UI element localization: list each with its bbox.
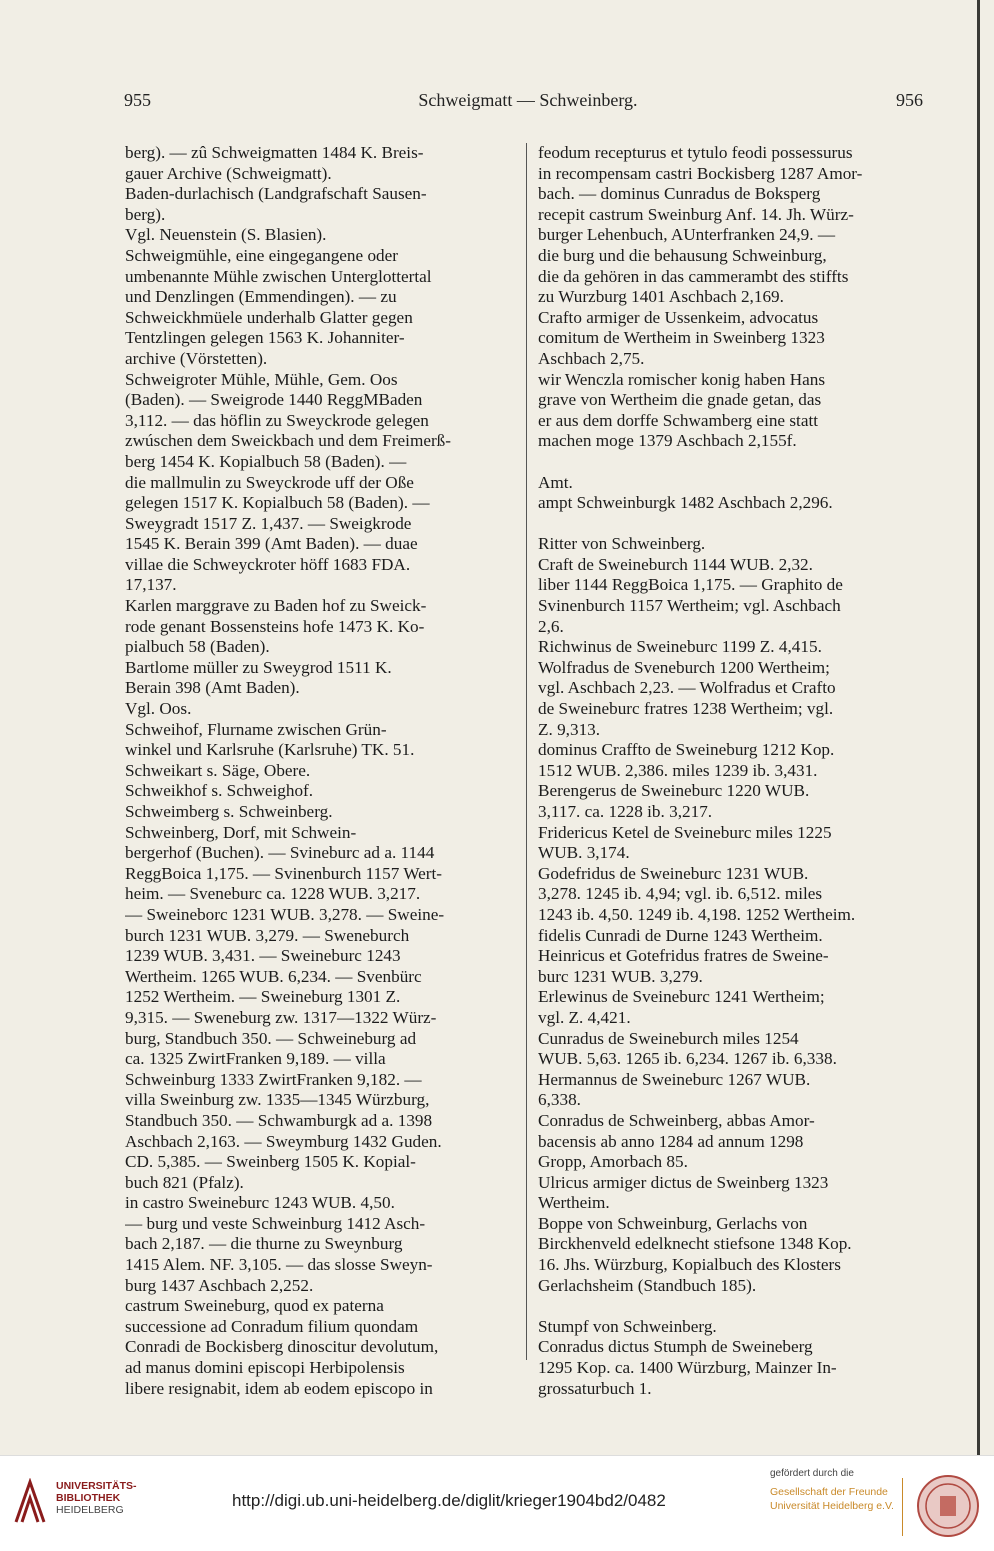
- text-line: burg 1437 Aschbach 2,252.: [125, 1275, 314, 1295]
- text-line: buch 821 (Pfalz).: [125, 1172, 244, 1192]
- text-line: ampt Schweinburgk 1482 Aschbach 2,296.: [538, 493, 833, 513]
- library-name-line3: HEIDELBERG: [56, 1504, 124, 1516]
- text-line: Schweikhof s. Schweighof.: [125, 781, 314, 801]
- text-line: Wolfradus de Sveneburch 1200 Wertheim;: [538, 657, 830, 677]
- text-line: 1243 ib. 4,50. 1249 ib. 4,198. 1252 Wertheim.: [538, 904, 856, 924]
- library-name-line2: BIBLIOTHEK: [56, 1492, 121, 1504]
- text-line: vgl. Aschbach 2,23. — Wolfradus et Crafto: [538, 678, 836, 698]
- text-line: die burg und die behausung Schweinburg,: [538, 245, 827, 265]
- text-line: winkel und Karlsruhe (Karlsruhe) TK. 51.: [125, 740, 415, 760]
- text-line: gelegen 1517 K. Kopialbuch 58 (Baden). —: [125, 493, 430, 513]
- text-line: Bartlome müller zu Sweygrod 1511 K.: [125, 657, 392, 677]
- text-line: die mallmulin zu Sweyckrode uff der Oße: [125, 472, 414, 492]
- text-line: [538, 452, 926, 473]
- text-line: (Baden). — Sweigrode 1440 ReggMBaden: [125, 390, 423, 410]
- text-line: Vgl. Neuenstein (S. Blasien).: [125, 225, 327, 245]
- footer-separator: [902, 1478, 903, 1536]
- text-line: WUB. 3,174.: [538, 843, 630, 863]
- text-line: bach. — dominus Cunradus de Boksperg: [538, 184, 821, 204]
- text-line: grossaturbuch 1.: [538, 1378, 652, 1398]
- text-line: 16. Jhs. Würzburg, Kopialbuch des Klosters: [538, 1255, 841, 1275]
- text-line: castrum Sweineburg, quod ex paterna: [125, 1296, 384, 1316]
- text-line: Amt.: [538, 472, 573, 492]
- text-line: Berengerus de Sweineburc 1220 WUB.: [538, 781, 810, 801]
- text-line: Aschbach 2,163. — Sweymburg 1432 Guden.: [125, 1131, 442, 1151]
- permalink-url[interactable]: http://digi.ub.uni-heidelberg.de/diglit/krieger1904bd2/0482: [232, 1491, 666, 1510]
- society-name-line2: Universität Heidelberg e.V.: [770, 1500, 894, 1512]
- page-number-left: 955: [124, 90, 151, 110]
- text-line: Berain 398 (Amt Baden).: [125, 678, 300, 698]
- text-line: liber 1144 ReggBoica 1,175. — Graphito de: [538, 575, 843, 595]
- text-line: Wertheim.: [538, 1193, 610, 1213]
- text-line: Richwinus de Sweineburc 1199 Z. 4,415.: [538, 637, 822, 657]
- text-line: heim. — Sveneburc ca. 1228 WUB. 3,217.: [125, 884, 421, 904]
- library-name-line1: UNIVERSITÄTS-: [56, 1480, 137, 1492]
- text-line: 1415 Alem. NF. 3,105. — das slosse Sweyn-: [125, 1255, 433, 1275]
- text-line: in recompensam castri Bockisberg 1287 Amor-: [538, 163, 863, 183]
- text-line: WUB. 5,63. 1265 ib. 6,234. 1267 ib. 6,338.: [538, 1049, 837, 1069]
- text-line: Schweikart s. Säge, Obere.: [125, 760, 311, 780]
- left-text-column: [125, 143, 513, 1399]
- text-line: Craft de Sweineburch 1144 WUB. 2,32.: [538, 554, 813, 574]
- text-line: recepit castrum Sweinburg Anf. 14. Jh. Würz-: [538, 204, 854, 224]
- text-line: burger Lehenbuch, AUnterfranken 24,9. —: [538, 225, 836, 245]
- text-line: wir Wenczla romischer konig haben Hans: [538, 369, 826, 389]
- text-line: zwúschen dem Sweickbach und dem Freimerß-: [125, 431, 451, 451]
- text-line: und Denzlingen (Emmendingen). — zu: [125, 287, 397, 307]
- text-line: zu Wurzburg 1401 Aschbach 2,169.: [538, 287, 784, 307]
- text-line: gauer Archive (Schweigmatt).: [125, 163, 332, 183]
- text-line: Hermannus de Sweineburc 1267 WUB.: [538, 1069, 811, 1089]
- text-line: umbenannte Mühle zwischen Unterglottertal: [125, 266, 432, 286]
- text-line: ca. 1325 ZwirtFranken 9,189. — villa: [125, 1049, 386, 1069]
- text-line: ReggBoica 1,175. — Svinenburch 1157 Wert-: [125, 863, 443, 883]
- text-line: 2,6.: [538, 616, 564, 636]
- page-header: [0, 90, 994, 114]
- text-line: 1239 WUB. 3,431. — Sweineburc 1243: [125, 946, 401, 966]
- text-line: Gropp, Amorbach 85.: [538, 1152, 688, 1172]
- footer-bar: [0, 1455, 994, 1551]
- text-line: 1512 WUB. 2,386. miles 1239 ib. 3,431.: [538, 760, 818, 780]
- text-line: Cunradus de Sweineburch miles 1254: [538, 1028, 799, 1048]
- text-line: Conradus de Schweinberg, abbas Amor-: [538, 1110, 815, 1130]
- text-line: fidelis Cunradi de Durne 1243 Wertheim.: [538, 925, 823, 945]
- text-line: dominus Craffto de Sweineburg 1212 Kop.: [538, 740, 835, 760]
- text-line: Svinenburch 1157 Wertheim; vgl. Aschbach: [538, 596, 841, 616]
- page-edge: [977, 0, 980, 1455]
- text-line: [538, 1296, 926, 1317]
- text-line: bacensis ab anno 1284 ad annum 1298: [538, 1131, 804, 1151]
- text-line: 9,315. — Sweneburg zw. 1317—1322 Würz-: [125, 1007, 437, 1027]
- text-line: Stumpf von Schweinberg.: [538, 1316, 717, 1336]
- right-text-column: [538, 143, 926, 1399]
- text-line: 1252 Wertheim. — Sweineburg 1301 Z.: [125, 987, 401, 1007]
- text-line: Tentzlingen gelegen 1563 K. Johanniter-: [125, 328, 405, 348]
- text-line: bach 2,187. — die thurne zu Sweynburg: [125, 1234, 403, 1254]
- text-line: Baden-durlachisch (Landgrafschaft Sausen-: [125, 184, 427, 204]
- text-line: berg). — zû Schweigmatten 1484 K. Breis-: [125, 143, 424, 162]
- text-line: Schweigroter Mühle, Mühle, Gem. Oos: [125, 369, 398, 389]
- text-line: Schweigmühle, eine eingegangene oder: [125, 245, 398, 265]
- page-number-right: 956: [896, 90, 923, 110]
- text-line: burc 1231 WUB. 3,279.: [538, 966, 703, 986]
- text-line: die da gehören in das cammerambt des stiffts: [538, 266, 849, 286]
- text-line: CD. 5,385. — Sweinberg 1505 K. Kopial-: [125, 1152, 416, 1172]
- text-line: 17,137.: [125, 575, 177, 595]
- text-line: Heinricus et Gotefridus fratres de Sweine-: [538, 946, 829, 966]
- text-line: Aschbach 2,75.: [538, 348, 645, 368]
- text-line: 3,117. ca. 1228 ib. 3,217.: [538, 802, 713, 821]
- text-line: Erlewinus de Sveineburc 1241 Wertheim;: [538, 987, 825, 1007]
- text-line: Standbuch 350. — Schwamburgk ad a. 1398: [125, 1110, 433, 1130]
- text-line: grave von Wertheim die gnade getan, das: [538, 390, 822, 410]
- society-name: [770, 1485, 894, 1513]
- text-line: — Sweineborc 1231 WUB. 3,278. — Sweine-: [125, 904, 445, 924]
- text-line: 1295 Kop. ca. 1400 Würzburg, Mainzer In-: [538, 1358, 837, 1378]
- text-line: successione ad Conradum filium quondam: [125, 1316, 419, 1336]
- column-divider: [526, 143, 527, 1360]
- text-line: Birckhenveld edelknecht stiefsone 1348 Kop.: [538, 1234, 852, 1254]
- text-line: Wertheim. 1265 WUB. 6,234. — Svenbürc: [125, 966, 422, 986]
- funded-by-text: gefördert durch die: [770, 1468, 854, 1479]
- text-line: 3,112. — das höflin zu Sweyckrode gelegen: [125, 410, 429, 430]
- text-line: 3,278. 1245 ib. 4,94; vgl. ib. 6,512. miles: [538, 884, 823, 904]
- text-line: villa Sweinburg zw. 1335—1345 Würzburg,: [125, 1090, 430, 1110]
- text-line: rode genant Bossensteins hofe 1473 K. Ko-: [125, 616, 425, 636]
- text-line: Ulricus armiger dictus de Sweinberg 1323: [538, 1172, 829, 1192]
- text-line: burg, Standbuch 350. — Schweineburg ad: [125, 1028, 417, 1048]
- text-line: archive (Vörstetten).: [125, 348, 268, 368]
- text-line: [538, 514, 926, 535]
- society-name-line1: Gesellschaft der Freunde: [770, 1486, 888, 1498]
- library-logo-icon: [12, 1478, 48, 1524]
- text-line: er aus dem dorffe Schwamberg eine statt: [538, 410, 819, 430]
- text-line: libere resignabit, idem ab eodem episcopo in: [125, 1378, 433, 1398]
- text-line: berg).: [125, 204, 166, 224]
- text-line: feodum recepturus et tytulo feodi possessurus: [538, 143, 853, 162]
- text-line: Sweygradt 1517 Z. 1,437. — Sweigkrode: [125, 513, 412, 533]
- text-line: ad manus domini episcopi Herbipolensis: [125, 1358, 405, 1378]
- university-seal-icon: [916, 1474, 980, 1538]
- text-line: villae die Schweyckroter höff 1683 FDA.: [125, 554, 411, 574]
- text-line: Schweinburg 1333 ZwirtFranken 9,182. —: [125, 1069, 422, 1089]
- text-line: de Sweineburc fratres 1238 Wertheim; vgl.: [538, 699, 834, 719]
- text-line: bergerhof (Buchen). — Svineburc ad a. 1144: [125, 843, 435, 863]
- text-line: 1545 K. Berain 399 (Amt Baden). — duae: [125, 534, 418, 554]
- text-line: machen moge 1379 Aschbach 2,155f.: [538, 431, 797, 451]
- running-title: Schweigmatt — Schweinberg.: [418, 90, 638, 110]
- text-line: Vgl. Oos.: [125, 699, 192, 719]
- text-line: Conradi de Bockisberg dinoscitur devolutum,: [125, 1337, 439, 1357]
- text-line: in castro Sweineburc 1243 WUB. 4,50.: [125, 1193, 395, 1213]
- text-line: burch 1231 WUB. 3,279. — Sweneburch: [125, 925, 410, 945]
- text-line: Crafto armiger de Ussenkeim, advocatus: [538, 307, 819, 327]
- text-line: Schweimberg s. Schweinberg.: [125, 802, 333, 821]
- text-line: Schweinberg, Dorf, mit Schwein-: [125, 822, 357, 842]
- text-line: Gerlachsheim (Standbuch 185).: [538, 1275, 757, 1295]
- text-line: Fridericus Ketel de Sveineburc miles 1225: [538, 822, 832, 842]
- text-line: comitum de Wertheim in Sweinberg 1323: [538, 328, 825, 348]
- text-line: berg 1454 K. Kopialbuch 58 (Baden). —: [125, 451, 407, 471]
- text-line: Conradus dictus Stumph de Sweineberg: [538, 1337, 813, 1357]
- text-line: Schweihof, Flurname zwischen Grün-: [125, 719, 387, 739]
- text-line: — burg und veste Schweinburg 1412 Asch-: [125, 1213, 426, 1233]
- text-line: 6,338.: [538, 1090, 581, 1110]
- text-line: Schweickhmüele underhalb Glatter gegen: [125, 307, 413, 327]
- text-line: vgl. Z. 4,421.: [538, 1007, 631, 1027]
- text-line: Godefridus de Sweineburc 1231 WUB.: [538, 863, 809, 883]
- text-line: Z. 9,313.: [538, 719, 601, 739]
- text-line: pialbuch 58 (Baden).: [125, 637, 270, 657]
- text-line: Ritter von Schweinberg.: [538, 534, 706, 554]
- text-line: Karlen marggrave zu Baden hof zu Sweick-: [125, 596, 427, 616]
- text-line: Boppe von Schweinburg, Gerlachs von: [538, 1213, 808, 1233]
- library-name: [56, 1480, 137, 1516]
